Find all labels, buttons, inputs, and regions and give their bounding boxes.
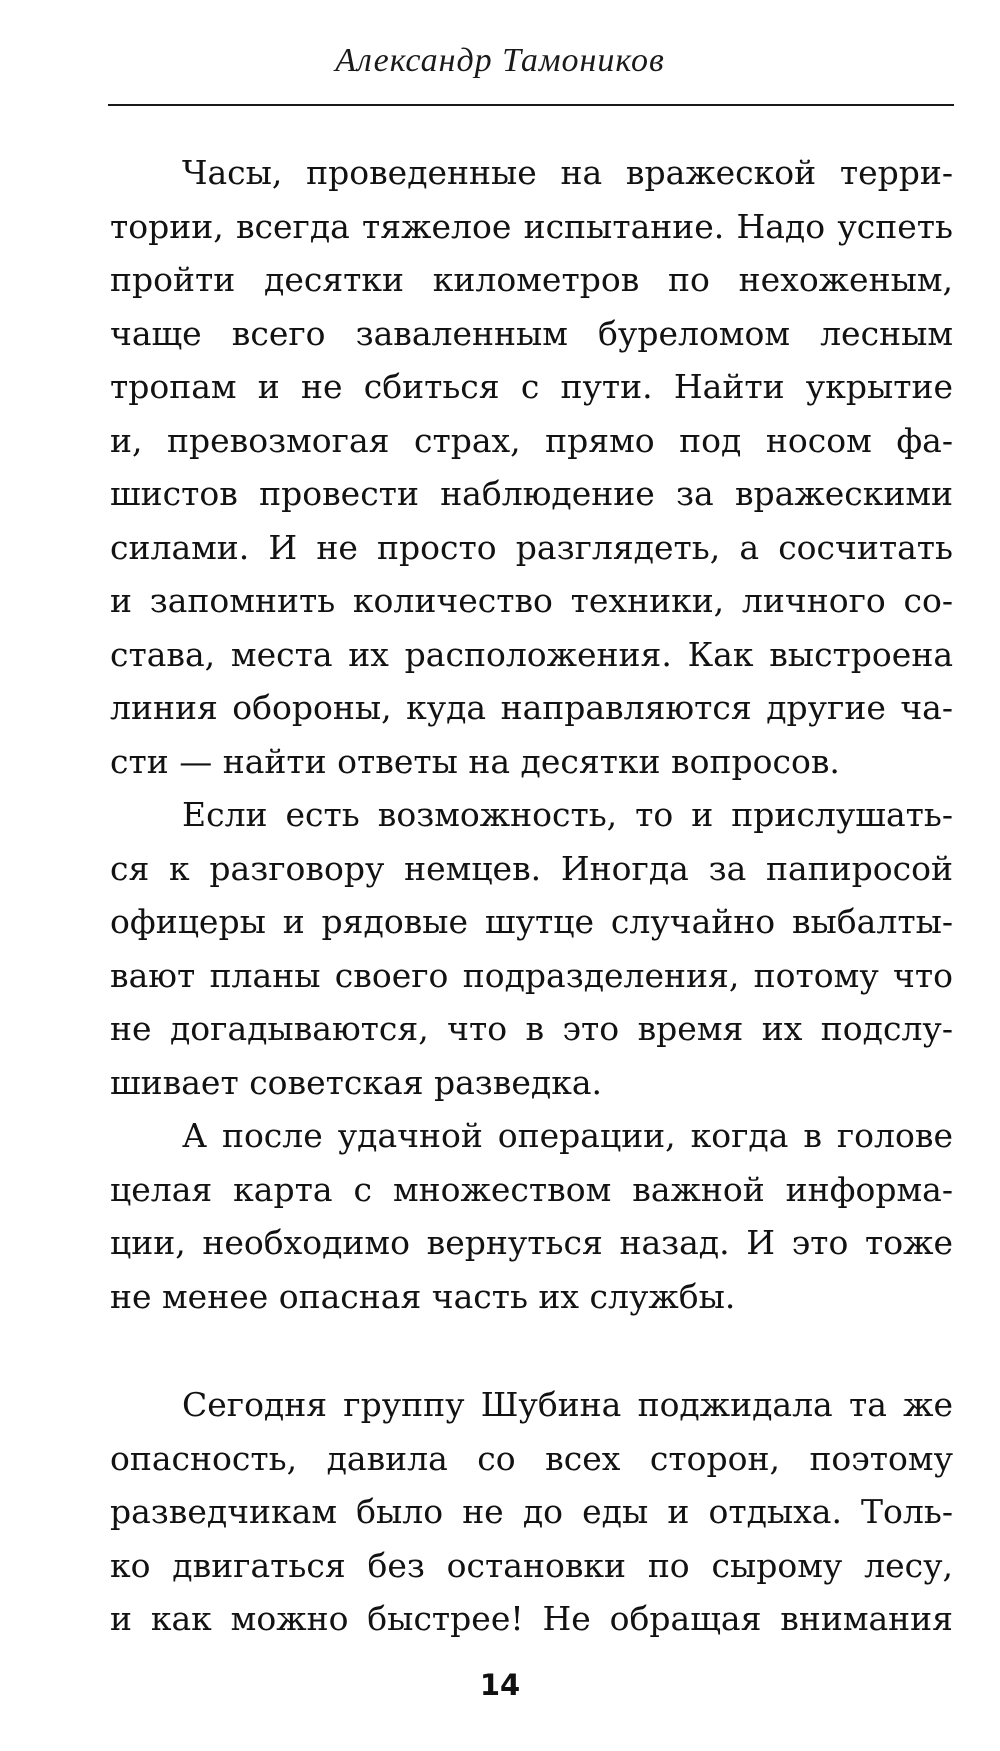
running-header-author: Александр Тамоников <box>335 42 665 79</box>
text-line: опасность, давила со всех сторон, поэтому <box>110 1438 953 1478</box>
text-line: сти — найти ответы на десятки вопросов. <box>110 741 840 781</box>
header-divider <box>108 104 954 106</box>
text-line: чаще всего заваленным буреломом лесным <box>110 313 953 353</box>
text-line: силами. И не просто разглядеть, а сосчитать <box>110 527 953 567</box>
text-line: шистов провести наблюдение за вражескими <box>110 474 953 513</box>
body-text <box>110 146 953 1646</box>
text-line: ся к разговору немцев. Иногда за папиросой <box>110 848 953 888</box>
text-line: Если есть возможность, то и прислушать- <box>182 795 953 834</box>
text-line: тории, всегда тяжелое испытание. Надо успеть <box>110 206 953 246</box>
text-line: целая карта с множеством важной информа- <box>110 1169 953 1209</box>
text-line: пройти десятки километров по нехоженым, <box>110 260 953 299</box>
text-line: става, места их расположения. Как выстроена <box>110 634 953 674</box>
text-line: линия обороны, куда направляются другие ча- <box>110 688 953 727</box>
text-line: вают планы своего подразделения, потому что <box>110 955 953 995</box>
text-line: Сегодня группу Шубина поджидала та же <box>182 1385 953 1424</box>
text-line: не догадываются, что в это время их подслу- <box>110 1009 953 1048</box>
page-number: 14 <box>479 1668 521 1702</box>
text-line: А после удачной операции, когда в голове <box>182 1116 953 1155</box>
text-line: и как можно быстрее! Не обращая внимания <box>110 1599 953 1638</box>
text-line: офицеры и рядовые шутце случайно выбалты- <box>110 902 953 941</box>
paragraph-1 <box>110 146 953 788</box>
text-line: ции, необходимо вернуться назад. И это тоже <box>110 1223 953 1262</box>
text-line: и, превозмогая страх, прямо под носом фа- <box>110 420 953 460</box>
section-break <box>110 1323 953 1378</box>
paragraph-2 <box>110 788 953 1109</box>
text-line: тропам и не сбиться с пути. Найти укрытие <box>110 367 953 406</box>
text-line: ко двигаться без остановки по сырому лесу, <box>110 1545 953 1585</box>
paragraph-4 <box>110 1378 953 1646</box>
text-line: разведчикам было не до еды и отдыха. Толь- <box>110 1492 953 1531</box>
text-line: Часы, проведенные на вражеской терри- <box>182 153 953 192</box>
text-line: не менее опасная часть их службы. <box>110 1276 736 1316</box>
text-line: шивает советская разведка. <box>110 1062 603 1102</box>
paragraph-3 <box>110 1109 953 1323</box>
text-line: и запомнить количество техники, личного со- <box>110 581 953 620</box>
